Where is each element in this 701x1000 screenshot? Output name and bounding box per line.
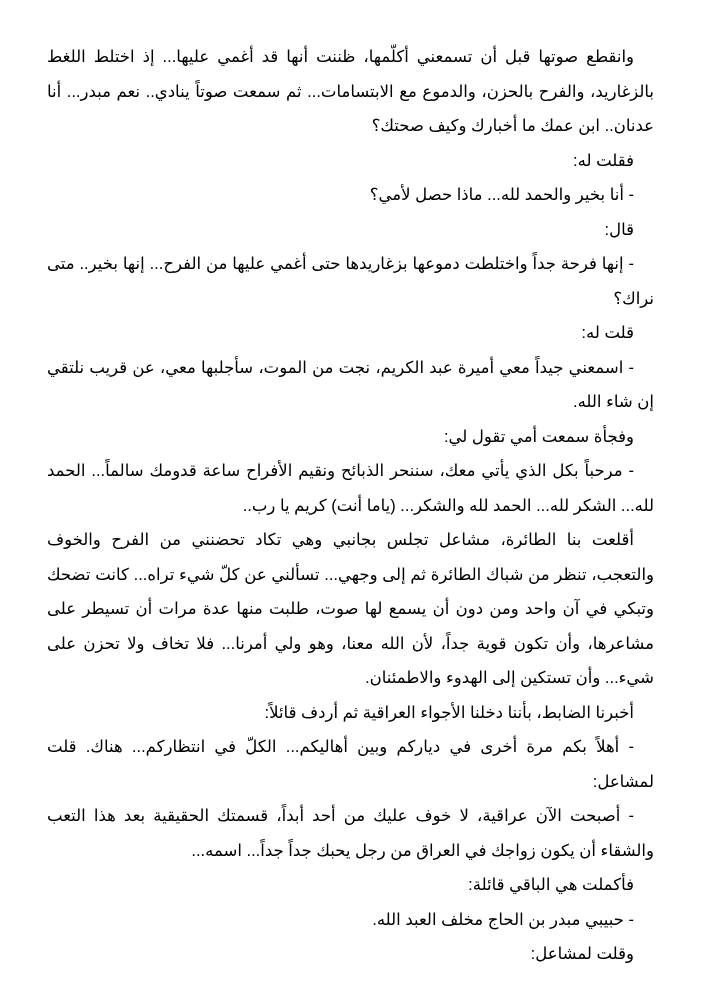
paragraph: - مرحباً بكل الذي يأتي معك، سننحر الذبائح ونقيم الأفراح ساعة قدومك سالماً... الحمد لله... الشكر لله... الحمد لله والشكر... (ياما أنت) كريم يا رب.. <box>47 462 654 515</box>
paragraph: وقلت لمشاعل: <box>530 945 634 963</box>
paragraph: فأكملت هي الباقي قائلة: <box>468 876 634 894</box>
paragraph: - حبيبي مبدر بن الحاج مخلف العبد الله. <box>372 910 634 929</box>
paragraph: قال: <box>604 220 634 239</box>
paragraph: قلت له: <box>581 324 634 342</box>
paragraph: وانقطع صوتها قبل أن تسمعني أكلّمها، ظننت أنها قد أغمي عليها... إذ اختلط اللغط بالزغاريد، والفرح بالحزن، والدموع مع الابتسامات... ثم سمعت صوتاً ينادي.. نعم مبدر... أنا عدنان.. ابن عمك ما أخبارك وكيف صحتك؟ <box>47 48 654 135</box>
paragraph: فقلت له: <box>573 151 634 170</box>
paragraph: وفجأة سمعت أمي تقول لي: <box>443 427 634 446</box>
paragraph: أقلعت بنا الطائرة، مشاعل تجلس بجانبي وهي تكاد تحضنني من الفرح والخوف والتعجب، تنظر من شباك الطائرة ثم إلى وجهي... تسألني عن كلّ شيء تراه... كانت تضحك وتبكي في آن واحد ومن دون أن يسمع لها صوت، طلبت منها عدة مرات أن تسيطر على مشاعرها، وأن تكون قوية جداً، لأن الله معنا، وهو ولي أمرنا... فلا تخاف ولا تحزن على شيء... وأن تستكين إلى الهدوء والاطمئنان. <box>47 531 654 687</box>
paragraph: أخبرنا الضابط، بأننا دخلنا الأجواء العراقية ثم أردف قائلاً: <box>264 703 634 722</box>
paragraph: - اسمعني جيداً معي أميرة عبد الكريم، نجت من الموت، سأجلبها معي، عن قريب نلتقي إن شاء الله. <box>47 358 654 411</box>
paragraph: - إنها فرحة جداً واختلطت دموعها بزغاريدها حتى أغمي عليها من الفرح... إنها بخير.. متى نراك؟ <box>47 255 654 308</box>
paragraph: - أنا بخير والحمد لله... ماذا حصل لأمي؟ <box>369 186 634 204</box>
paragraph: - أهلاً بكم مرة أخرى في دياركم وبين أهاليكم... الكلّ في انتظاركم... هناك. قلت لمشاعل: <box>47 738 654 791</box>
paragraph: - أصبحت الآن عراقية، لا خوف عليك من أحد أبداً، قسمتك الحقيقية بعد هذا التعب والشقاء أن يكون زواجك في العراق من رجل يحبك جداً جداً... اسمه... <box>47 807 654 860</box>
body-text <box>47 40 654 972</box>
